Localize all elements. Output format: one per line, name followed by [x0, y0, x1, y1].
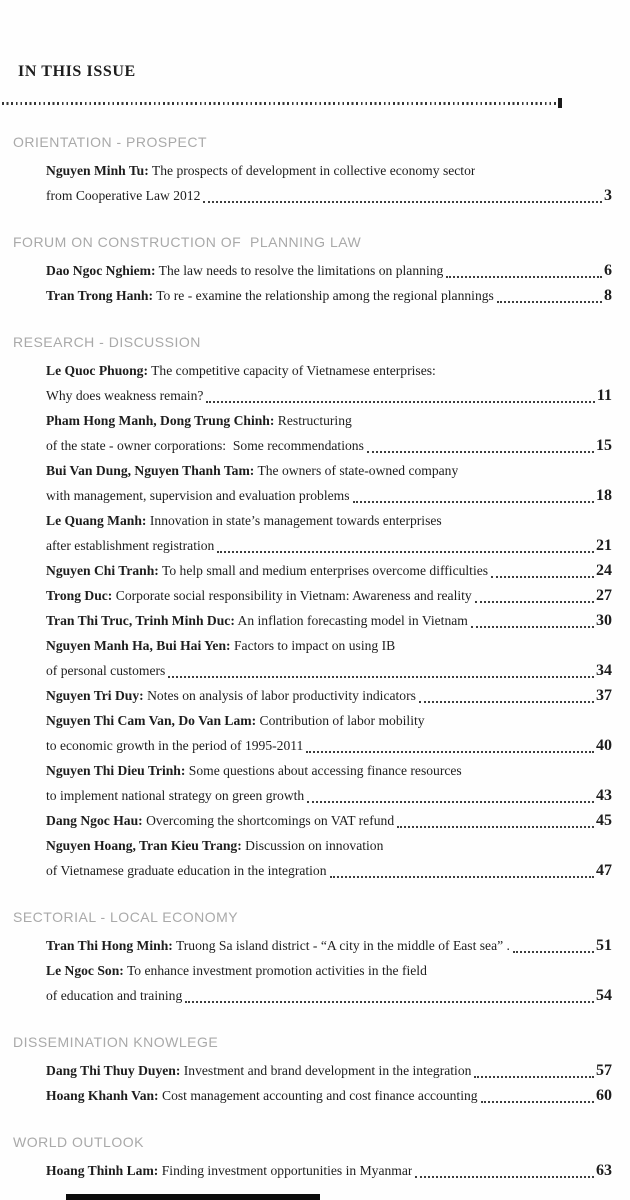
entry-line	[46, 708, 612, 733]
toc-entry	[46, 608, 612, 633]
entry-authors: Bui Van Dung, Nguyen Thanh Tam:	[46, 463, 255, 478]
toc-entry	[46, 583, 612, 608]
entry-line	[46, 1058, 612, 1083]
entry-line	[46, 383, 612, 408]
page-number: 60	[596, 1087, 612, 1104]
toc-entry	[46, 833, 612, 883]
entry-text: of the state - owner corporations: Some recommendations	[46, 438, 364, 453]
entry-text: Nguyen Thi Cam Van, Do Van Lam: Contribution of labor mobility	[46, 713, 425, 728]
toc-entry	[46, 1083, 612, 1108]
entry-authors: Le Quang Manh:	[46, 513, 147, 528]
dotted-leader	[206, 401, 594, 403]
entry-text: Dang Thi Thuy Duyen: Investment and brand development in the integration	[46, 1063, 472, 1078]
section-header: DISSEMINATION KNOWLEGE	[13, 1034, 219, 1050]
entry-authors: Nguyen Thi Cam Van, Do Van Lam:	[46, 713, 257, 728]
dotted-leader	[306, 751, 594, 753]
entry-text: Nguyen Tri Duy: Notes on analysis of labor productivity indicators	[46, 688, 416, 703]
dotted-leader	[481, 1101, 594, 1103]
toc-entry	[46, 158, 612, 208]
section-header: FORUM ON CONSTRUCTION OF PLANNING LAW	[13, 234, 362, 250]
entry-line	[46, 508, 612, 533]
entry-authors: Dang Thi Thuy Duyen:	[46, 1063, 181, 1078]
entry-text: Tran Thi Hong Minh: Truong Sa island district - “A city in the middle of East sea” .	[46, 938, 510, 953]
page-number: 11	[596, 387, 612, 404]
section-header: SECTORIAL - LOCAL ECONOMY	[13, 909, 239, 925]
toc-entry	[46, 683, 612, 708]
dotted-leader	[415, 1176, 594, 1178]
entry-line	[46, 1083, 612, 1108]
entry-authors: Dang Ngoc Hau:	[46, 813, 143, 828]
entry-line	[46, 758, 612, 783]
dotted-leader	[419, 701, 594, 703]
entry-text: after establishment registration	[46, 538, 215, 553]
entry-line	[46, 1158, 612, 1183]
toc-section	[0, 909, 630, 1008]
section-entries	[46, 1058, 612, 1108]
toc-entry	[46, 808, 612, 833]
toc-entry	[46, 1058, 612, 1083]
dotted-leader	[475, 601, 594, 603]
toc-entry	[46, 283, 612, 308]
toc-section	[0, 234, 630, 308]
page-number: 8	[604, 287, 612, 304]
entry-text: Pham Hong Manh, Dong Trung Chinh: Restructuring	[46, 413, 352, 428]
entry-line	[46, 808, 612, 833]
entry-authors: Tran Trong Hanh:	[46, 288, 154, 303]
entry-authors: Hoang Khanh Van:	[46, 1088, 159, 1103]
entry-text: Nguyen Manh Ha, Bui Hai Yen: Factors to impact on using IB	[46, 638, 396, 653]
entry-text: Le Quang Manh: Innovation in state’s management towards enterprises	[46, 513, 442, 528]
entry-text: Le Ngoc Son: To enhance investment promotion activities in the field	[46, 963, 427, 978]
entry-authors: Le Ngoc Son:	[46, 963, 124, 978]
dotted-leader	[217, 551, 594, 553]
entry-text: Hoang Khanh Van: Cost management accounting and cost finance accounting	[46, 1088, 478, 1103]
page-number: 24	[596, 562, 612, 579]
page-number: 57	[596, 1062, 612, 1079]
section-entries	[46, 158, 612, 208]
entry-line	[46, 683, 612, 708]
page-number: 34	[596, 662, 612, 679]
entry-line	[46, 458, 612, 483]
entry-text: to economic growth in the period of 1995-2011	[46, 738, 304, 753]
entry-authors: Nguyen Manh Ha, Bui Hai Yen:	[46, 638, 231, 653]
entry-text: Bui Van Dung, Nguyen Thanh Tam: The owners of state-owned company	[46, 463, 459, 478]
page-number: 30	[596, 612, 612, 629]
dotted-leader	[185, 1001, 594, 1003]
dotted-leader	[203, 201, 602, 203]
page-number: 47	[596, 862, 612, 879]
page-number: 54	[596, 987, 612, 1004]
page-number: 63	[596, 1162, 612, 1179]
section-entries	[46, 1158, 612, 1183]
entry-line	[46, 733, 612, 758]
entry-text: Why does weakness remain?	[46, 388, 204, 403]
entry-line	[46, 983, 612, 1008]
entry-authors: Nguyen Chi Tranh:	[46, 563, 159, 578]
dotted-leader	[513, 951, 594, 953]
entry-text: Nguyen Chi Tranh: To help small and medium enterprises overcome difficulties	[46, 563, 489, 578]
toc-entry	[46, 358, 612, 408]
sections	[0, 134, 630, 1183]
entry-line	[46, 658, 612, 683]
entry-text: Tran Thi Truc, Trinh Minh Duc: An inflation forecasting model in Vietnam	[46, 613, 468, 628]
page-number: 45	[596, 812, 612, 829]
entry-line	[46, 833, 612, 858]
toc-entry	[46, 633, 612, 683]
entry-authors: Dao Ngoc Nghiem:	[46, 263, 156, 278]
entry-text: Tran Trong Hanh: To re - examine the relationship among the regional plannings	[46, 288, 494, 303]
toc-section	[0, 134, 630, 208]
page-number: 37	[596, 687, 612, 704]
dotted-leader	[353, 501, 594, 503]
toc-entry	[46, 508, 612, 558]
entry-line	[46, 183, 612, 208]
page-number: 51	[596, 937, 612, 954]
entry-line	[46, 958, 612, 983]
page-number: 21	[596, 537, 612, 554]
page-number: 43	[596, 787, 612, 804]
entry-text: Nguyen Hoang, Tran Kieu Trang: Discussion on innovation	[46, 838, 384, 853]
toc-entry	[46, 258, 612, 283]
dotted-leader	[471, 626, 594, 628]
toc-entry	[46, 933, 612, 958]
section-entries	[46, 358, 612, 883]
dotted-leader	[168, 676, 594, 678]
entry-line	[46, 558, 612, 583]
entry-line	[46, 358, 612, 383]
page-number: 18	[596, 487, 612, 504]
toc-entry	[46, 758, 612, 808]
entry-text: Dang Ngoc Hau: Overcoming the shortcomings on VAT refund	[46, 813, 395, 828]
entry-line	[46, 583, 612, 608]
entry-line	[46, 483, 612, 508]
entry-line	[46, 633, 612, 658]
dotted-rule-line	[2, 102, 556, 105]
page-number: 6	[604, 262, 612, 279]
entry-authors: Nguyen Thi Dieu Trinh:	[46, 763, 186, 778]
toc-entry	[46, 1158, 612, 1183]
entry-authors: Tran Thi Truc, Trinh Minh Duc:	[46, 613, 235, 628]
toc-entry	[46, 408, 612, 458]
page-number: 40	[596, 737, 612, 754]
page-number: 15	[596, 437, 612, 454]
entry-authors: Le Quoc Phuong:	[46, 363, 148, 378]
entry-authors: Nguyen Hoang, Tran Kieu Trang:	[46, 838, 242, 853]
entry-authors: Trong Duc:	[46, 588, 113, 603]
entry-line	[46, 433, 612, 458]
dotted-leader	[497, 301, 602, 303]
toc-entry	[46, 458, 612, 508]
entry-line	[46, 533, 612, 558]
toc-section	[0, 1134, 630, 1183]
section-header: RESEARCH - DISCUSSION	[13, 334, 201, 350]
entry-authors: Nguyen Tri Duy:	[46, 688, 144, 703]
entry-text: with management, supervision and evaluation problems	[46, 488, 350, 503]
dotted-leader	[474, 1076, 594, 1078]
entry-text: Nguyen Minh Tu: The prospects of development in collective economy sector	[46, 163, 476, 178]
entry-line	[46, 283, 612, 308]
entry-line	[46, 258, 612, 283]
entry-authors: Tran Thi Hong Minh:	[46, 938, 173, 953]
entry-line	[46, 933, 612, 958]
entry-authors: Hoang Thinh Lam:	[46, 1163, 159, 1178]
page-number: 27	[596, 587, 612, 604]
section-entries	[46, 933, 612, 1008]
toc-entry	[46, 708, 612, 758]
dotted-leader	[367, 451, 594, 453]
entry-text: Trong Duc: Corporate social responsibility in Vietnam: Awareness and reality	[46, 588, 472, 603]
toc-section	[0, 1034, 630, 1108]
entry-line	[46, 158, 612, 183]
entry-text: to implement national strategy on green growth	[46, 788, 305, 803]
entry-text: of Vietnamese graduate education in the integration	[46, 863, 327, 878]
toc-entry	[46, 958, 612, 1008]
entry-authors: Nguyen Minh Tu:	[46, 163, 149, 178]
entry-text: Hoang Thinh Lam: Finding investment opportunities in Myanmar	[46, 1163, 413, 1178]
dotted-leader	[307, 801, 594, 803]
dotted-rule	[0, 98, 562, 108]
entry-text: Dao Ngoc Nghiem: The law needs to resolve the limitations on planning	[46, 263, 444, 278]
section-header: WORLD OUTLOOK	[13, 1134, 144, 1150]
section-entries	[46, 258, 612, 308]
entry-text: of personal customers	[46, 663, 166, 678]
entry-line	[46, 608, 612, 633]
dotted-leader	[491, 576, 594, 578]
entry-text: Nguyen Thi Dieu Trinh: Some questions about accessing finance resources	[46, 763, 462, 778]
bottom-bar	[66, 1194, 320, 1200]
entry-text: Le Quoc Phuong: The competitive capacity of Vietnamese enterprises:	[46, 363, 436, 378]
page-number: 3	[604, 187, 612, 204]
entry-text: of education and training	[46, 988, 183, 1003]
entry-line	[46, 408, 612, 433]
entry-line	[46, 783, 612, 808]
entry-line	[46, 858, 612, 883]
dotted-leader	[446, 276, 602, 278]
dotted-leader	[397, 826, 594, 828]
page-title: IN THIS ISSUE	[18, 63, 136, 80]
entry-text: from Cooperative Law 2012	[46, 188, 201, 203]
dotted-leader	[330, 876, 594, 878]
toc-entry	[46, 558, 612, 583]
dotted-rule-end-tick	[558, 98, 562, 108]
toc-section	[0, 334, 630, 883]
entry-authors: Pham Hong Manh, Dong Trung Chinh:	[46, 413, 275, 428]
section-header: ORIENTATION - PROSPECT	[13, 134, 208, 150]
